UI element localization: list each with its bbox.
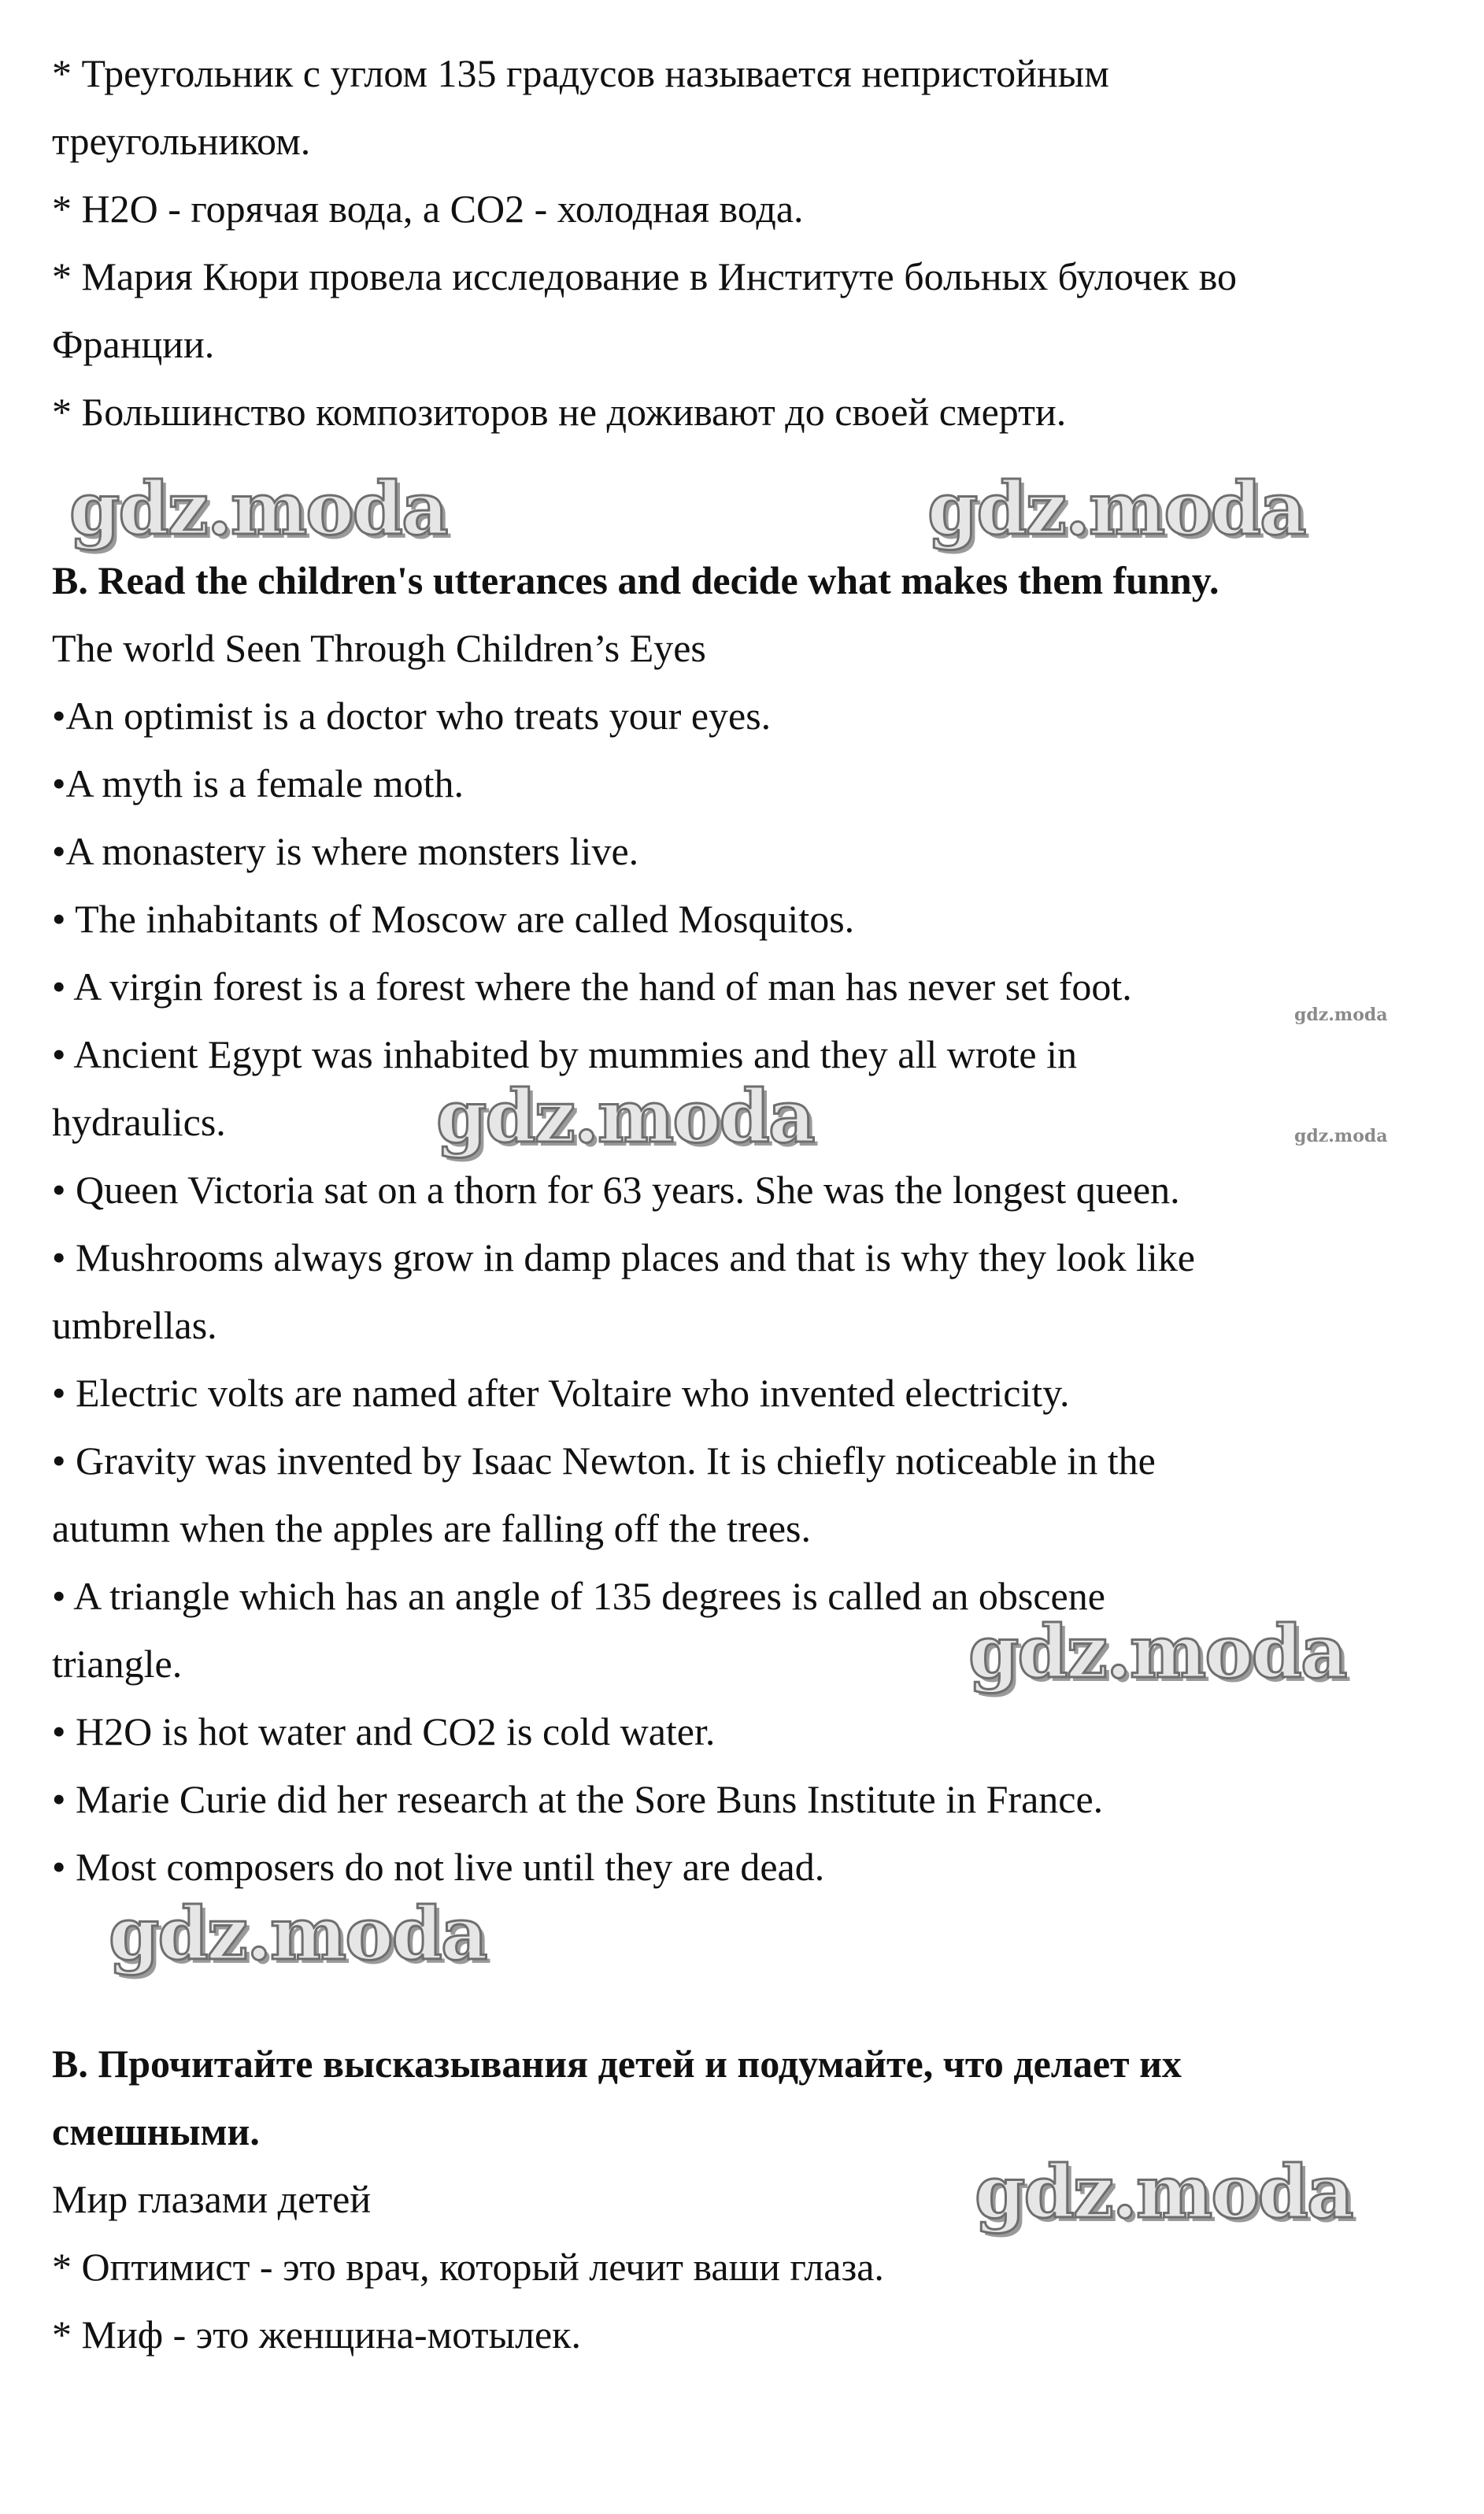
text-line: * Треугольник с углом 135 градусов называется непристойным [52, 51, 1109, 95]
text-line: треугольником. [52, 119, 311, 163]
text-line: • A triangle which has an angle of 135 degrees is called an obscene [52, 1574, 1105, 1618]
text-line: • Marie Curie did her research at the Sore Buns Institute in France. [52, 1777, 1104, 1821]
section-heading-ru: смешными. [52, 2109, 260, 2153]
text-line: • A virgin forest is a forest where the hand of man has never set foot. [52, 965, 1132, 1009]
text-line: •A monastery is where monsters live. [52, 829, 639, 873]
text-line: hydraulics. [52, 1100, 226, 1144]
text-line: • The inhabitants of Moscow are called Mosquitos. [52, 897, 855, 941]
watermark-logo: gdz.moda [968, 1609, 1346, 1694]
watermark-logo: gdz.moda [109, 1891, 487, 1976]
watermark-logo: gdz.moda [927, 466, 1305, 551]
watermark-logo: gdz.moda [69, 466, 447, 551]
section-heading-ru: B. Прочитайте высказывания детей и подумайте, что делает их [52, 2042, 1182, 2086]
text-line: • Queen Victoria sat on a thorn for 63 years. She was the longest queen. [52, 1168, 1180, 1212]
text-line: * Миф - это женщина-мотылек. [52, 2312, 581, 2357]
text-line: •A myth is a female moth. [52, 761, 464, 805]
text-line: triangle. [52, 1642, 183, 1686]
text-line: Франции. [52, 322, 215, 366]
section-title-ru: Мир глазами детей [52, 2177, 372, 2221]
text-line: * H2O - горячая вода, а CO2 - холодная вода. [52, 187, 804, 231]
section-heading-en: B. Read the children's utterances and decide what makes them funny. [52, 558, 1219, 602]
text-line: * Мария Кюри провела исследование в Институте больных булочек во [52, 254, 1237, 298]
section-title-en: The world Seen Through Children’s Eyes [52, 626, 706, 670]
watermark-small: gdz.moda [1294, 1126, 1388, 1146]
text-line: • Mushrooms always grow in damp places and that is why they look like [52, 1235, 1196, 1279]
watermark-logo: gdz.moda [975, 2149, 1353, 2234]
watermark-logo: gdz.moda [436, 1074, 814, 1159]
text-line: • H2O is hot water and CO2 is cold water. [52, 1709, 716, 1753]
text-line: • Gravity was invented by Isaac Newton. It is chiefly noticeable in the [52, 1438, 1156, 1483]
text-line: umbrellas. [52, 1303, 217, 1347]
text-line: • Ancient Egypt was inhabited by mummies and they all wrote in [52, 1032, 1077, 1076]
text-line: • Electric volts are named after Voltaire who invented electricity. [52, 1371, 1070, 1415]
text-line: •An optimist is a doctor who treats your eyes. [52, 694, 772, 738]
watermark-small: gdz.moda [1294, 1005, 1388, 1025]
text-line: * Большинство композиторов не доживают до своей смерти. [52, 390, 1067, 434]
text-line: • Most composers do not live until they are dead. [52, 1845, 825, 1889]
text-line: * Оптимист - это врач, который лечит ваши глаза. [52, 2245, 884, 2289]
text-line: autumn when the apples are falling off the trees. [52, 1506, 812, 1550]
